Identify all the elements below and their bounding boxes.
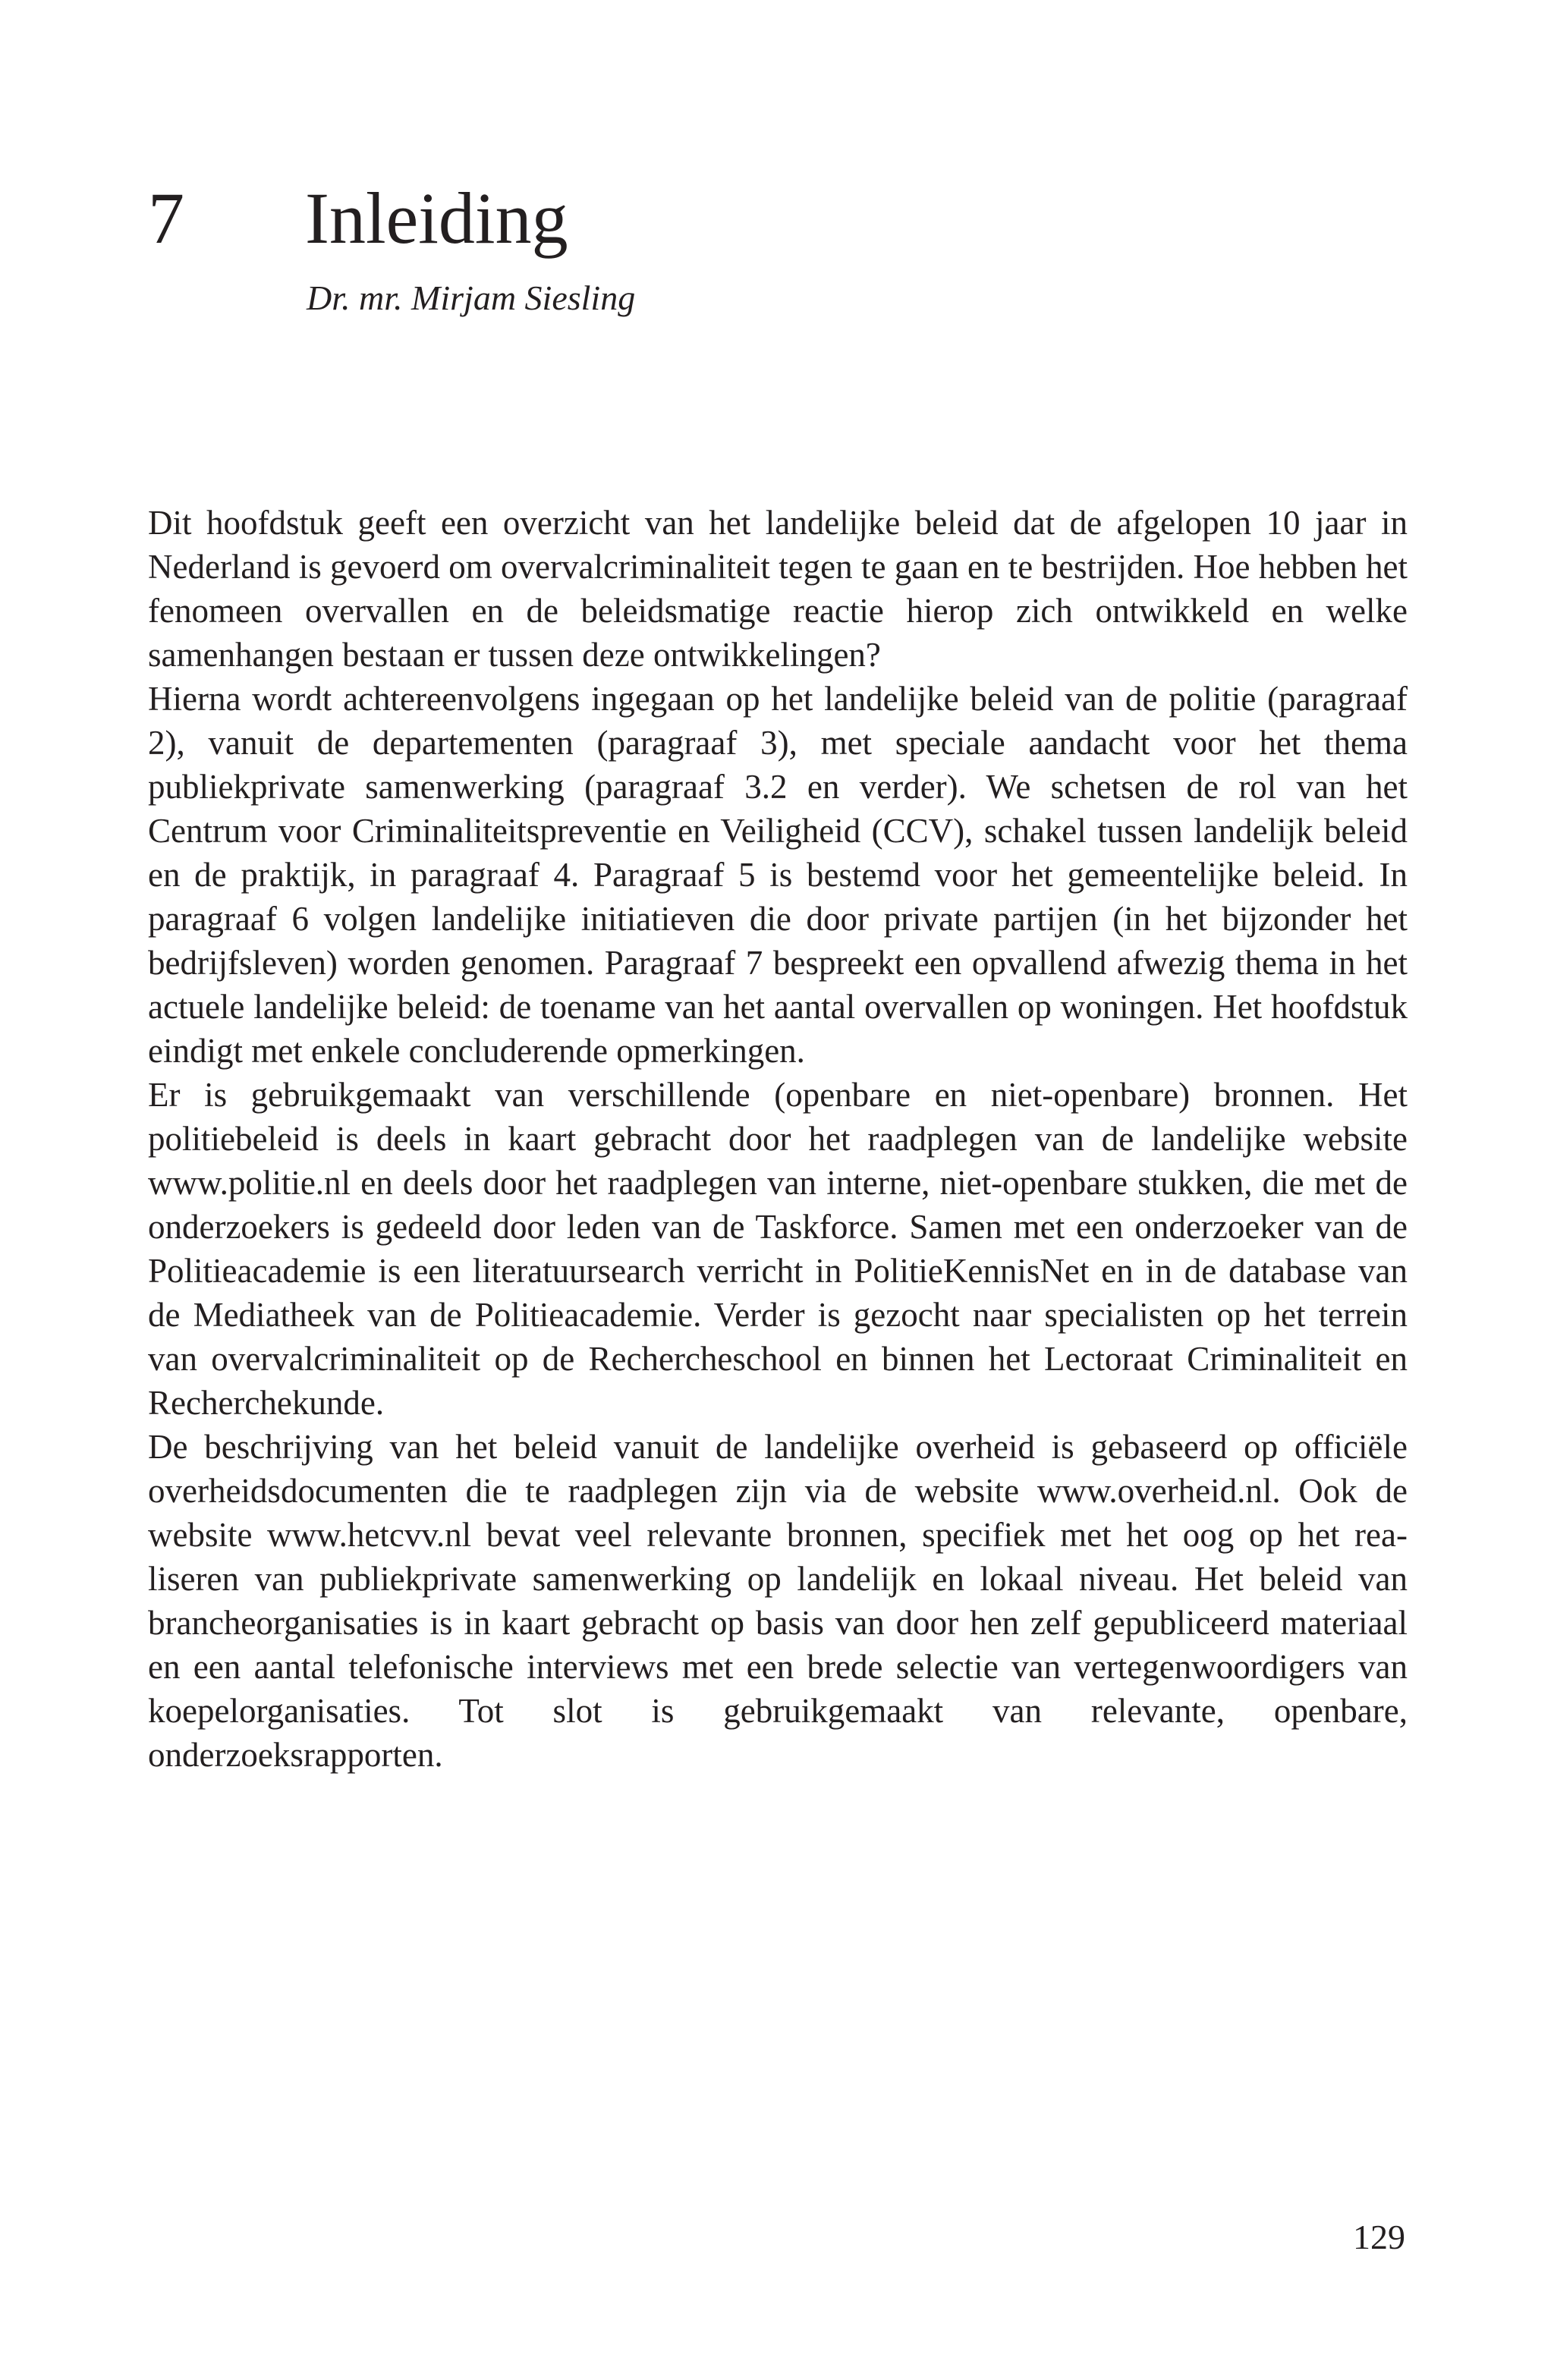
paragraph-sources-government: De beschrijving van het beleid vanuit de landelijke overheid is gebaseerd op officiële overheidsdocumenten die te raadplegen zijn via de website www.overheid.nl. Ook de website www.hetcvv.nl bevat veel relevante bronnen, specifiek met het oog op het realiseren van publiekprivate samenwerking op landelijk en lokaal niveau. Het beleid van brancheorganisaties is in kaart gebracht op basis van door hen zelf gepubliceerd materiaal en een aantal telefonische interviews met een brede selectie van vertegenwoordigers van koepelorganisaties. Tot slot is gebruikgemaakt van relevante, openbare, onderzoeksrapporten. bbox=[148, 1428, 1408, 1774]
chapter-title: Inleiding bbox=[305, 178, 568, 259]
paragraph-sources-police: Er is gebruikgemaakt van verschillende (openbare en niet-openbare) bronnen. Het politiebeleid is deels in kaart gebracht door het raadplegen van de landelijke website www.politie.nl en deels door het raadplegen van interne, niet-openbare stukken, die met de onderzoekers is gedeeld door leden van de Taskforce. Samen met een onderzoeker van de Politieacademie is een literatuursearch verricht in PolitieKennisNet en in de database van de Mediatheek van de Politieacademie. Verder is gezocht naar specialisten op het terrein van overvalcriminaliteit op de Rechercheschool en binnen het Lectoraat Criminaliteit en Recherchekunde. bbox=[148, 1076, 1408, 1422]
paragraph-intro: Dit hoofdstuk geeft een overzicht van het landelijke beleid dat de afgelopen 10 jaar in Nederland is gevoerd om overvalcriminaliteit tegen te gaan en te bestrijden. Hoe hebben het fenomeen overvallen en de beleidsmatige reactie hierop zich ontwikkeld en welke samenhangen bestaan er tussen deze ontwikkelingen? bbox=[148, 504, 1408, 674]
body-text bbox=[148, 501, 1408, 1777]
page-number: 129 bbox=[1353, 2218, 1405, 2256]
paragraph-outline: Hierna wordt achtereenvolgens ingegaan op het landelijke beleid van de politie (paragraaf 2), vanuit de departementen (paragraaf 3), met speciale aandacht voor het thema publiekprivate samenwerking (paragraaf 3.2 en verder). We schetsen de rol van het Centrum voor Criminaliteitspreventie en Veiligheid (CCV), schakel tussen landelijk beleid en de praktijk, in paragraaf 4. Paragraaf 5 is bestemd voor het gemeentelijke beleid. In paragraaf 6 volgen landelijke initiatieven die door private partijen (in het bijzonder het bedrijfsleven) worden genomen. Paragraaf 7 bespreekt een opvallend afwezig thema in het actuele landelijke beleid: de toename van het aantal overvallen op woningen. Het hoofdstuk eindigt met enkele concluderende opmerkingen. bbox=[148, 680, 1408, 1070]
chapter-author: Dr. mr. Mirjam Siesling bbox=[307, 278, 636, 317]
chapter-number: 7 bbox=[148, 178, 184, 259]
